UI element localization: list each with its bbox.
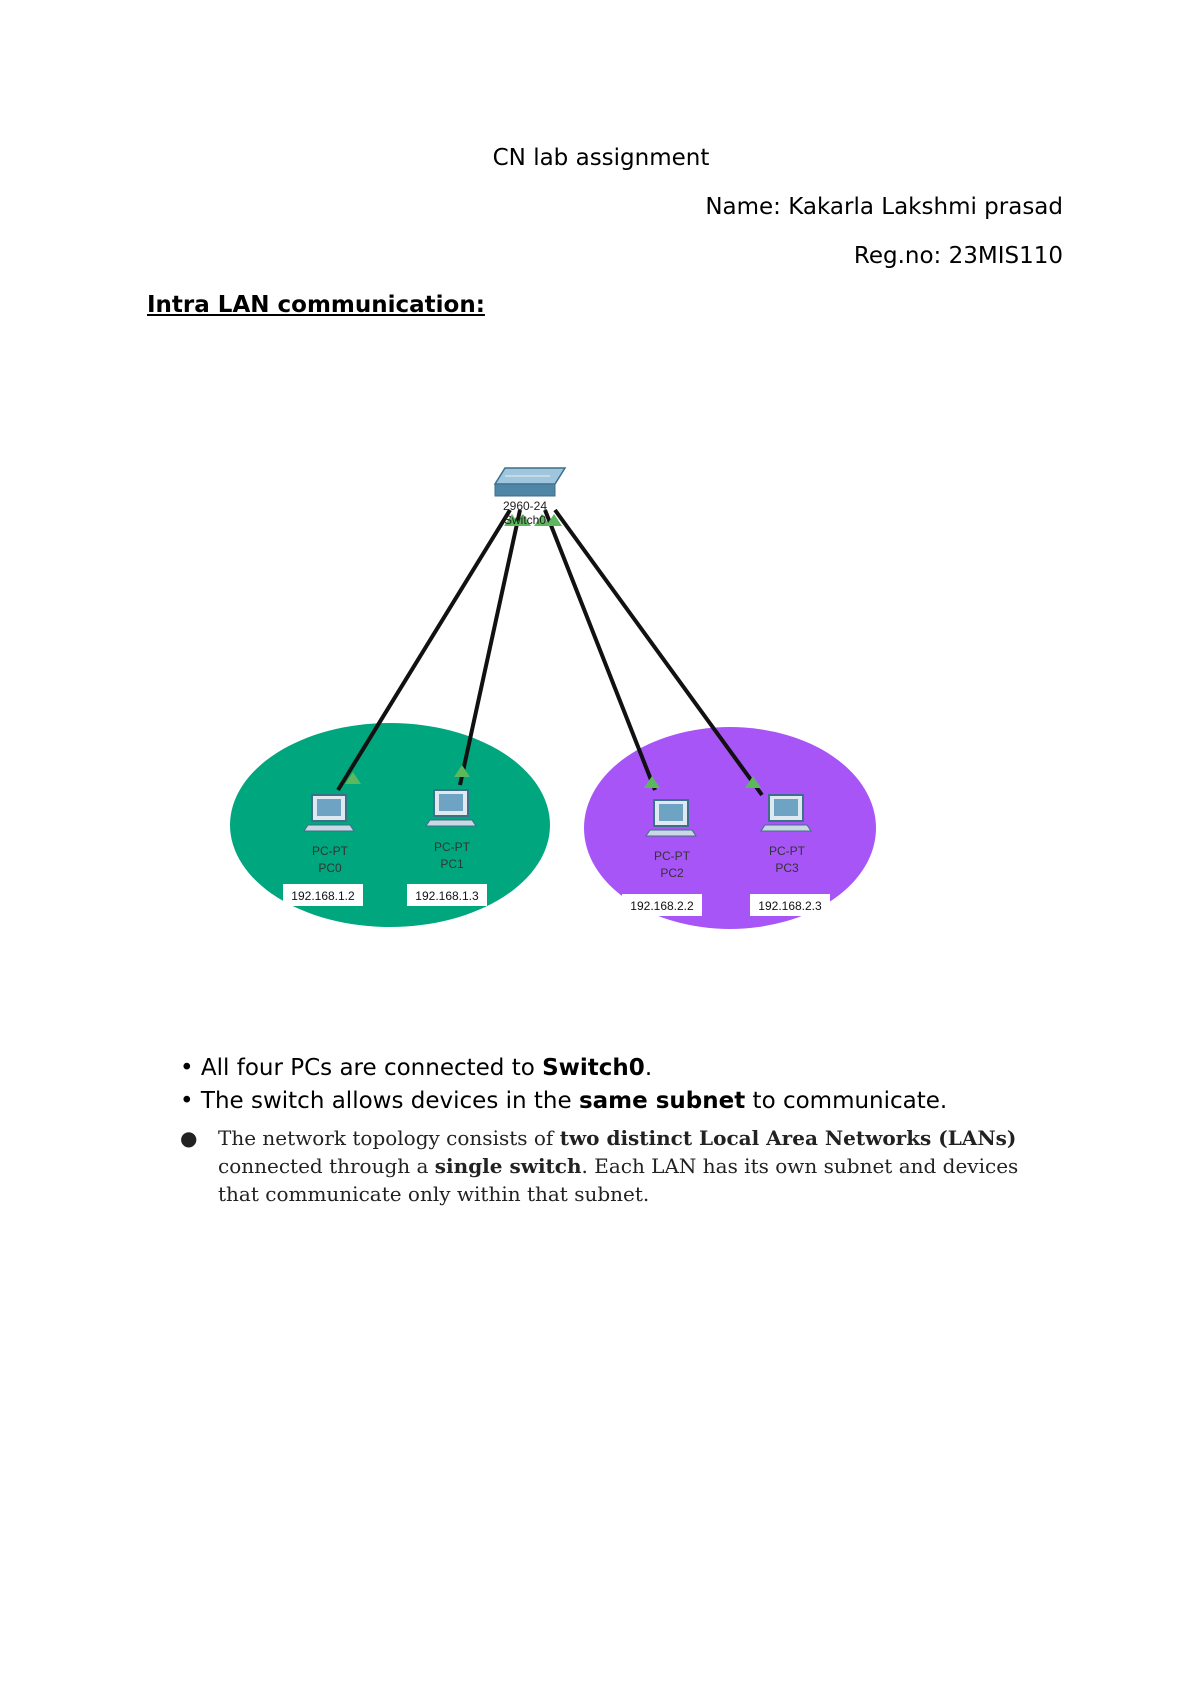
pc3-ip: 192.168.2.3	[758, 899, 822, 913]
cable-pc1	[460, 510, 520, 785]
pc2-ip: 192.168.2.2	[630, 899, 694, 913]
pc0-ip: 192.168.1.2	[291, 889, 355, 903]
section-heading: Intra LAN communication:	[147, 292, 485, 318]
registration-number: Reg.no: 23MIS110	[853, 243, 1063, 269]
pc0-name: PC0	[318, 861, 342, 875]
pc1-name: PC1	[440, 857, 464, 871]
network-topology-diagram	[220, 450, 900, 940]
pc0-type: PC-PT	[312, 844, 348, 858]
pc3-type: PC-PT	[769, 844, 805, 858]
switch-name-label: Switch0	[503, 513, 547, 527]
pc-icon[interactable]	[426, 790, 476, 826]
pc-icon[interactable]	[646, 800, 696, 836]
document-title: CN lab assignment	[492, 145, 710, 171]
pc3-name: PC3	[775, 861, 799, 875]
bullet-item: ● The network topology consists of two distinct Local Area Networks (LANs) connected through a single switch. Each LAN has its own subnet and devices that communicate only within that subnet.	[180, 1126, 1019, 1206]
lan1-region	[230, 723, 550, 927]
bullet-dot: ●	[180, 1126, 198, 1150]
pc1-type: PC-PT	[434, 840, 470, 854]
pc1-ip: 192.168.1.3	[415, 889, 479, 903]
switch-model-label: 2960-24	[502, 499, 548, 513]
pc2-name: PC2	[660, 866, 684, 880]
bullet-list	[180, 1052, 947, 1118]
student-name: Name: Kakarla Lakshmi prasad	[705, 194, 1063, 220]
cable-pc2	[545, 510, 655, 790]
bullet-item: • All four PCs are connected to Switch0.	[180, 1055, 653, 1081]
switch-icon[interactable]	[495, 468, 565, 496]
pc-icon[interactable]	[304, 795, 354, 831]
pc-icon[interactable]	[761, 795, 811, 831]
pc2-type: PC-PT	[654, 849, 690, 863]
bullet-item: • The switch allows devices in the same subnet to communicate.	[180, 1088, 948, 1114]
